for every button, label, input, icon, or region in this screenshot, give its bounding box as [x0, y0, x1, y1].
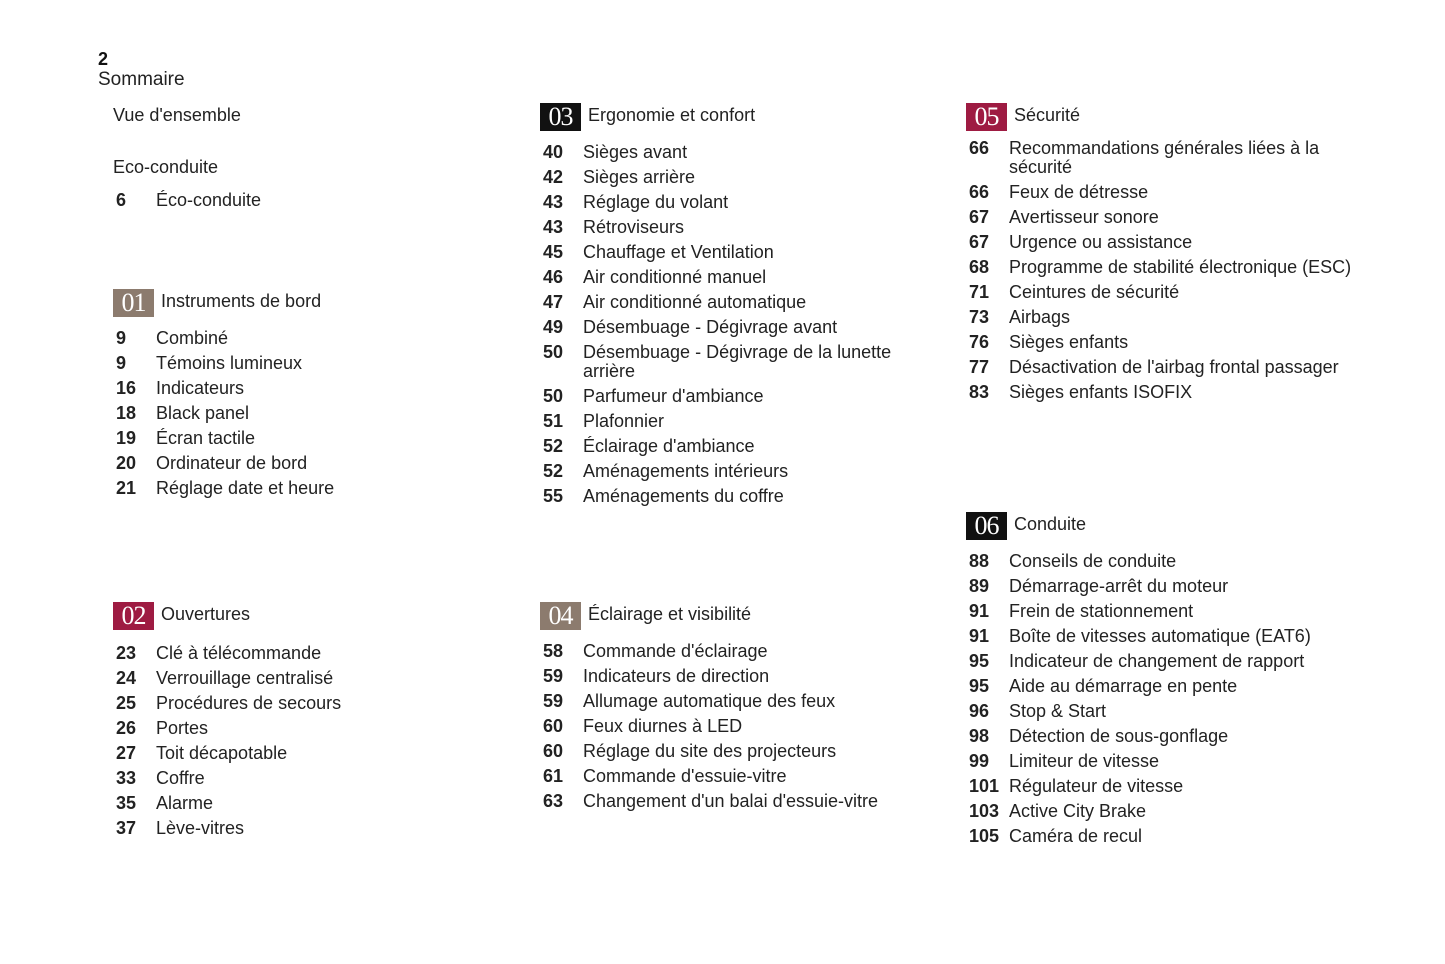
entry-page-number: 89	[969, 576, 990, 596]
entry-label: Coffre	[156, 768, 205, 788]
entry-label: Réglage du site des projecteurs	[583, 741, 837, 761]
entry-label: Parfumeur d'ambiance	[583, 386, 764, 406]
entry-list	[540, 143, 930, 506]
entry-label: Réglage date et heure	[156, 478, 335, 498]
entry-page-number: 37	[116, 818, 137, 838]
toc-entry[interactable]	[113, 819, 473, 838]
entry-page-number: 26	[116, 718, 137, 738]
toc-entry[interactable]	[966, 139, 1376, 177]
entry-label: Alarme	[156, 793, 214, 813]
entry-label: Témoins lumineux	[156, 353, 303, 373]
entry-list	[113, 329, 473, 498]
entry-label: Lève-vitres	[156, 818, 245, 838]
entry-label: Ceintures de sécurité	[1009, 282, 1180, 302]
toc-entry[interactable]	[540, 667, 930, 686]
toc-entry[interactable]	[966, 208, 1376, 227]
toc-entry[interactable]	[113, 744, 473, 763]
toc-entry[interactable]	[113, 379, 473, 398]
toc-entry[interactable]	[540, 412, 930, 431]
toc-entry[interactable]	[966, 602, 1376, 621]
toc-entry[interactable]	[540, 343, 930, 381]
eco-section	[113, 191, 453, 216]
entry-label: Sièges enfants ISOFIX	[1009, 382, 1193, 402]
entry-label: Chauffage et Ventilation	[583, 242, 774, 262]
toc-entry[interactable]	[966, 627, 1376, 646]
entry-page-number: 9	[116, 328, 127, 348]
entry-page-number: 88	[969, 551, 990, 571]
entry-page-number: 71	[969, 282, 990, 302]
section-03	[540, 103, 930, 512]
section-header[interactable]	[966, 512, 1376, 540]
entry-label: Toit décapotable	[156, 743, 288, 763]
entry-label: Feux diurnes à LED	[583, 716, 743, 736]
entry-page-number: 76	[969, 332, 990, 352]
toc-entry[interactable]	[113, 329, 473, 348]
toc-entry[interactable]	[540, 487, 930, 506]
section-04	[540, 602, 930, 817]
entry-label: Feux de détresse	[1009, 182, 1149, 202]
entry-page-number: 95	[969, 651, 990, 671]
toc-entry[interactable]	[966, 308, 1376, 327]
entry-page-number: 27	[116, 743, 137, 763]
entry-label: Caméra de recul	[1009, 826, 1143, 846]
toc-entry[interactable]	[966, 333, 1376, 352]
entry-label: Éco-conduite	[156, 190, 262, 210]
section-title: Éclairage et visibilité	[588, 603, 752, 624]
section-header[interactable]	[540, 602, 930, 630]
toc-entry[interactable]	[966, 677, 1376, 696]
entry-page-number: 19	[116, 428, 137, 448]
toc-entry[interactable]	[966, 358, 1376, 377]
entry-label: Boîte de vitesses automatique (EAT6)	[1009, 626, 1311, 646]
entry-page-number: 77	[969, 357, 990, 377]
toc-entry[interactable]	[966, 702, 1376, 721]
toc-entry[interactable]	[113, 669, 473, 688]
toc-entry[interactable]	[113, 404, 473, 423]
entry-label: Réglage du volant	[583, 192, 729, 212]
entry-label: Indicateurs	[156, 378, 245, 398]
section-05	[966, 103, 1376, 408]
entry-label: Combiné	[156, 328, 229, 348]
entry-label: Aménagements intérieurs	[583, 461, 789, 481]
entry-label: Conseils de conduite	[1009, 551, 1177, 571]
entry-label: Procédures de secours	[156, 693, 342, 713]
entry-page-number: 46	[543, 267, 564, 287]
entry-label: Rétroviseurs	[583, 217, 685, 237]
toc-entry[interactable]	[540, 792, 930, 811]
entry-label: Sièges avant	[583, 142, 688, 162]
entry-page-number: 98	[969, 726, 990, 746]
toc-entry[interactable]	[966, 652, 1376, 671]
entry-label: Écran tactile	[156, 428, 256, 448]
toc-entry[interactable]	[113, 429, 473, 448]
entry-page-number: 99	[969, 751, 990, 771]
entry-page-number: 50	[543, 386, 564, 406]
entry-label: Sièges arrière	[583, 167, 696, 187]
entry-page-number: 73	[969, 307, 990, 327]
entry-label: Airbags	[1009, 307, 1071, 327]
toc-entry[interactable]	[113, 191, 453, 210]
entry-page-number: 55	[543, 486, 564, 506]
toc-entry[interactable]	[113, 769, 473, 788]
entry-label: Stop & Start	[1009, 701, 1107, 721]
toc-entry[interactable]	[540, 387, 930, 406]
section-number-badge: 06	[966, 512, 1007, 540]
toc-entry[interactable]	[540, 168, 930, 187]
entry-list	[113, 644, 473, 838]
entry-label: Changement d'un balai d'essuie-vitre	[583, 791, 879, 811]
section-number-badge: 01	[113, 289, 154, 317]
entry-page-number: 59	[543, 666, 564, 686]
entry-label: Active City Brake	[1009, 801, 1147, 821]
entry-page-number: 83	[969, 382, 990, 402]
toc-entry[interactable]	[540, 243, 930, 262]
toc-entry[interactable]	[966, 183, 1376, 202]
entry-page-number: 21	[116, 478, 137, 498]
eco-entry-list	[113, 191, 453, 210]
toc-entry[interactable]	[113, 354, 473, 373]
toc-entry[interactable]	[113, 794, 473, 813]
entry-page-number: 18	[116, 403, 137, 423]
section-header[interactable]	[113, 602, 473, 630]
entry-label: Plafonnier	[583, 411, 665, 431]
entry-page-number: 33	[116, 768, 137, 788]
toc-entry[interactable]	[966, 383, 1376, 402]
entry-label: Désembuage - Dégivrage de la lunette arrière	[583, 342, 892, 381]
section-title: Ouvertures	[161, 603, 251, 624]
entry-label: Désactivation de l'airbag frontal passager	[1009, 357, 1339, 377]
entry-page-number: 63	[543, 791, 564, 811]
entry-label: Régulateur de vitesse	[1009, 776, 1184, 796]
toc-entry[interactable]	[540, 268, 930, 287]
toc-entry[interactable]	[966, 802, 1376, 821]
entry-page-number: 24	[116, 668, 137, 688]
entry-page-number: 49	[543, 317, 564, 337]
toc-entry[interactable]	[540, 143, 930, 162]
section-number-badge: 04	[540, 602, 581, 630]
entry-page-number: 20	[116, 453, 137, 473]
entry-label: Détection de sous-gonflage	[1009, 726, 1229, 746]
entry-page-number: 66	[969, 182, 990, 202]
toc-entry[interactable]	[113, 454, 473, 473]
section-header[interactable]	[966, 103, 1376, 131]
entry-label: Aide au démarrage en pente	[1009, 676, 1238, 696]
section-title: Ergonomie et confort	[588, 104, 756, 125]
entry-page-number: 59	[543, 691, 564, 711]
section-title: Instruments de bord	[161, 290, 322, 311]
entry-label: Avertisseur sonore	[1009, 207, 1159, 227]
entry-list	[966, 552, 1376, 846]
toc-entry[interactable]	[113, 479, 473, 498]
entry-list	[540, 642, 930, 811]
section-02	[113, 602, 473, 844]
entry-label: Verrouillage centralisé	[156, 668, 334, 688]
overview-title[interactable]: Vue d'ensemble	[113, 105, 241, 125]
entry-page-number: 68	[969, 257, 990, 277]
entry-page-number: 40	[543, 142, 564, 162]
entry-label: Frein de stationnement	[1009, 601, 1194, 621]
entry-label: Aménagements du coffre	[583, 486, 784, 506]
entry-page-number: 60	[543, 716, 564, 736]
entry-page-number: 67	[969, 207, 990, 227]
entry-page-number: 58	[543, 641, 564, 661]
toc-entry[interactable]	[966, 727, 1376, 746]
toc-entry[interactable]	[113, 644, 473, 663]
entry-page-number: 52	[543, 436, 564, 456]
toc-entry[interactable]	[540, 218, 930, 237]
entry-label: Allumage automatique des feux	[583, 691, 836, 711]
entry-page-number: 91	[969, 626, 990, 646]
entry-page-number: 52	[543, 461, 564, 481]
toc-entry[interactable]	[966, 577, 1376, 596]
entry-label: Éclairage d'ambiance	[583, 436, 755, 456]
entry-page-number: 16	[116, 378, 137, 398]
entry-page-number: 35	[116, 793, 137, 813]
page-heading: Sommaire	[98, 69, 185, 90]
entry-page-number: 67	[969, 232, 990, 252]
entry-page-number: 45	[543, 242, 564, 262]
entry-page-number: 103	[969, 801, 1000, 821]
entry-label: Sièges enfants	[1009, 332, 1129, 352]
section-number-badge: 03	[540, 103, 581, 131]
entry-page-number: 23	[116, 643, 137, 663]
toc-entry[interactable]	[966, 258, 1376, 277]
entry-label: Désembuage - Dégivrage avant	[583, 317, 838, 337]
entry-page-number: 51	[543, 411, 564, 431]
entry-label: Clé à télécommande	[156, 643, 322, 663]
entry-label: Black panel	[156, 403, 250, 423]
entry-label: Démarrage-arrêt du moteur	[1009, 576, 1229, 596]
entry-page-number: 43	[543, 192, 564, 212]
entry-page-number: 96	[969, 701, 990, 721]
entry-label: Portes	[156, 718, 209, 738]
toc-entry[interactable]	[540, 293, 930, 312]
section-number-badge: 05	[966, 103, 1007, 131]
entry-page-number: 47	[543, 292, 564, 312]
entry-label: Programme de stabilité électronique (ESC)	[1009, 257, 1352, 277]
page-number: 2	[98, 49, 109, 69]
entry-label: Indicateurs de direction	[583, 666, 770, 686]
toc-entry[interactable]	[113, 719, 473, 738]
entry-label: Commande d'essuie-vitre	[583, 766, 787, 786]
section-header[interactable]	[113, 289, 473, 317]
toc-entry[interactable]	[966, 552, 1376, 571]
entry-label: Indicateur de changement de rapport	[1009, 651, 1305, 671]
toc-entry[interactable]	[540, 742, 930, 761]
toc-entry[interactable]	[966, 283, 1376, 302]
entry-label: Air conditionné automatique	[583, 292, 807, 312]
entry-page-number: 91	[969, 601, 990, 621]
toc-entry[interactable]	[540, 692, 930, 711]
entry-label: Ordinateur de bord	[156, 453, 308, 473]
eco-title[interactable]: Eco-conduite	[113, 157, 219, 177]
entry-label: Commande d'éclairage	[583, 641, 768, 661]
entry-page-number: 50	[543, 342, 564, 362]
entry-page-number: 9	[116, 353, 127, 373]
toc-entry[interactable]	[540, 767, 930, 786]
entry-page-number: 60	[543, 741, 564, 761]
entry-page-number: 61	[543, 766, 564, 786]
entry-page-number: 6	[116, 190, 127, 210]
toc-entry[interactable]	[113, 694, 473, 713]
toc-entry[interactable]	[966, 752, 1376, 771]
entry-label: Air conditionné manuel	[583, 267, 767, 287]
toc-entry[interactable]	[540, 193, 930, 212]
toc-entry[interactable]	[966, 777, 1376, 796]
entry-page-number: 105	[969, 826, 1000, 846]
section-01	[113, 289, 473, 504]
section-06	[966, 512, 1376, 852]
toc-entry[interactable]	[966, 827, 1376, 846]
entry-page-number: 101	[969, 776, 1000, 796]
section-number-badge: 02	[113, 602, 154, 630]
toc-entry[interactable]	[540, 437, 930, 456]
entry-label: Limiteur de vitesse	[1009, 751, 1160, 771]
toc-entry[interactable]	[540, 462, 930, 481]
toc-entry[interactable]	[540, 318, 930, 337]
toc-entry[interactable]	[540, 642, 930, 661]
section-header[interactable]	[540, 103, 930, 131]
entry-page-number: 95	[969, 676, 990, 696]
entry-page-number: 42	[543, 167, 564, 187]
entry-list	[966, 139, 1376, 402]
entry-page-number: 43	[543, 217, 564, 237]
entry-label: Recommandations générales liées à la sécurité	[1009, 138, 1320, 177]
toc-entry[interactable]	[540, 717, 930, 736]
section-title: Conduite	[1014, 513, 1087, 534]
section-title: Sécurité	[1014, 104, 1081, 125]
entry-page-number: 66	[969, 138, 990, 158]
toc-entry[interactable]	[966, 233, 1376, 252]
entry-label: Urgence ou assistance	[1009, 232, 1193, 252]
entry-page-number: 25	[116, 693, 137, 713]
